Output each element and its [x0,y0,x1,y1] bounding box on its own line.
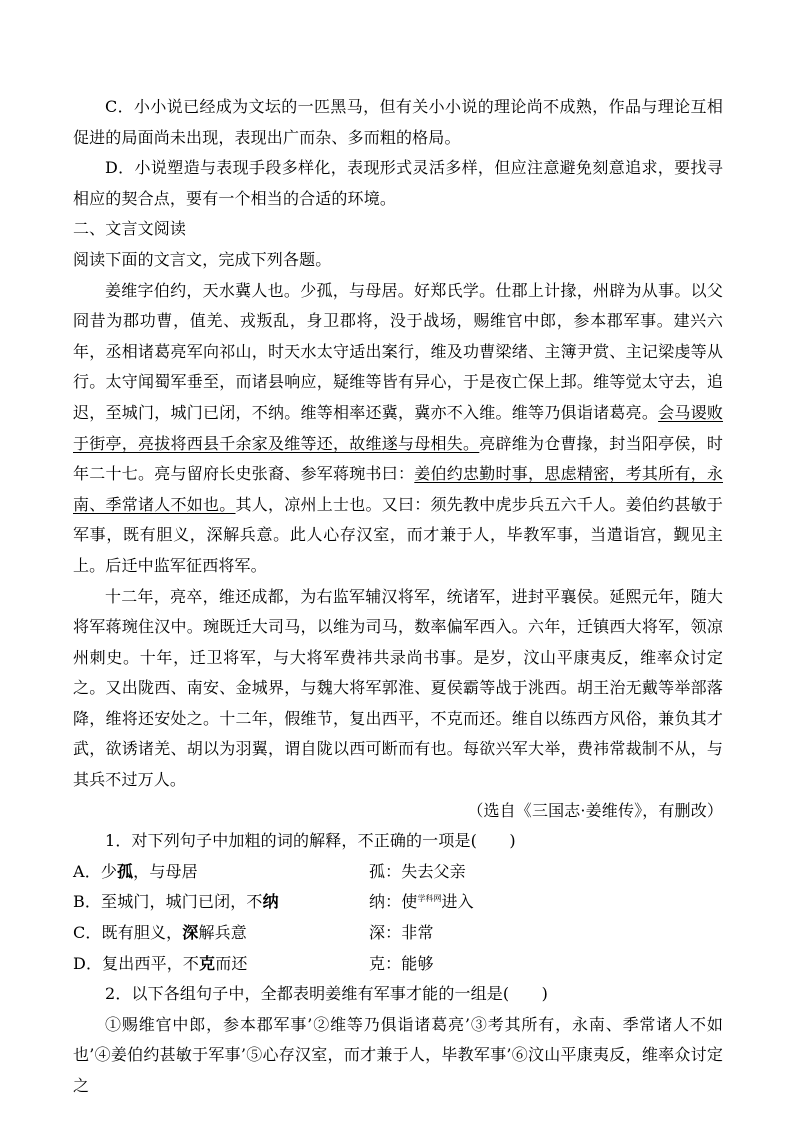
option-text: 而还 [215,953,248,973]
document-page [73,92,723,1102]
question-2-items: ①赐维官中郎，参本郡军事’②维等乃俱诣诸葛亮’③考其所有，永南、季常诸人不如也’④姜伯约甚敏于军事’⑤心存汉室，而才兼于人，毕教军事’⑥汶山平康夷反，维率众讨定之 [73,1014,723,1095]
option-text: 纳：使 [369,892,418,912]
passage-text: 姜维字伯约，天水冀人也。少孤，与母居。好郑氏学。仕郡上计掾，州辟为从事。以父冏昔为郡功曹，值羌、戎叛乱，身卫郡将，没于战场，赐维官中郎，参本郡军事。建兴六年，丞相诸葛亮军向祁山，时天水太守适出案行，维及功曹梁绪、主簿尹赏、主记梁虔等从行。太守闻蜀军垂至，而诸县响应，疑维等皆有异心，于是夜亡保上邽。维等觉太守去，追迟，至城门，城门已闭，不纳。维等相率还冀，冀亦不入维。维等乃俱诣诸葛亮。 [73,280,723,422]
question-1-option-a [73,857,723,888]
question-2-stem: 2．以下各组句子中，全都表明姜维有军事才能的一组是( ) [105,984,549,1004]
option-text: ，与母居 [133,861,198,881]
question-1-stem: 1．对下列句子中加粗的词的解释，不正确的一项是( ) [105,831,516,851]
option-d-paragraph: D．小说塑造与表现手段多样化，表现形式灵活多样，但应注意避免刻意追求，要找寻相应的契合点，要有一个相当的合适的环境。 [73,158,723,208]
option-c-sentence [73,918,369,949]
option-text: D．复出西平，不 [73,953,200,973]
option-c-paragraph: C．小小说已经成为文坛的一匹黑马，但有关小小说的理论尚不成熟，作品与理论互相促进的局面尚未出现，表现出广而杂、多而粗的格局。 [73,97,723,147]
passage-text: 亮辟维为仓曹掾，封当阳亭侯，时年二十七。亮与留府长史张裔、参军蒋琬书曰： [73,433,723,484]
question-1-option-c [73,918,723,949]
question-1-option-d [73,949,723,980]
question-1-option-b [73,887,723,918]
option-b-sentence [73,887,369,918]
option-d-explanation: 克：能够 [369,953,434,973]
underlined-sentence-1: 会马谡败于街亭，亮拔将西县千余家及维等还，故维遂与母相失。 [73,402,724,453]
option-a-explanation: 孤：失去父亲 [369,861,466,881]
bold-word: 深 [182,923,199,943]
option-d-sentence [73,949,369,980]
passage-source: （选自《三国志·姜维传》，有删改） [467,800,723,820]
passage-text: 其人，凉州上士也。又曰：须先教中虎步兵五六千人。姜伯约甚敏于军事，既有胆义，深解兵意。此人心存汉室，而才兼于人，毕教军事，当遣诣宫，觐见主上。后迁中监军征西将军。 [73,494,723,575]
bold-word: 孤 [117,861,134,881]
bold-word: 克 [199,953,216,973]
underlined-sentence-2: 姜伯约忠勤时事，思虑精密，考其所有，永南、季常诸人不如也。 [73,464,723,514]
option-a-sentence [73,857,369,888]
bold-word: 纳 [262,892,279,912]
watermark-superscript: 学科网 [417,894,442,904]
passage-paragraph-2: 十二年，亮卒，维还成都，为右监军辅汉将军，统诸军，进封平襄侯。延熙元年，随大将军蒋琬住汉中。琬既迁大司马，以维为司马，数率偏军西入。六年，迁镇西大将军，领凉州刺史。十年，迁卫将军，与大将军费祎共录尚书事。是岁，汶山平康夷反，维率众讨定之。又出陇西、南安、金城界，与魏大将军郭淮、夏侯霸等战于洮西。胡王治无戴等举部落降，维将还安处之。十二年，假维节，复出西平，不克而还。维自以练西方风俗，兼负其才武，欲诱诸羌、胡以为羽翼，谓自陇以西可断而有也。每欲兴军大举，费祎常裁制不从，与其兵不过万人。 [73,586,723,790]
option-text: 解兵意 [198,923,247,943]
option-text: 进入 [441,892,474,912]
passage-paragraph-1 [73,276,723,582]
option-text: A．少 [73,861,118,881]
section-instruction: 阅读下面的文言文，完成下列各题。 [73,249,332,269]
section-title: 二、文言文阅读 [73,219,187,239]
option-text: C．既有胆义， [73,923,183,943]
option-text: B．至城门，城门已闭，不 [73,892,263,912]
option-b-explanation [369,887,474,918]
option-c-explanation: 深：非常 [369,923,434,943]
